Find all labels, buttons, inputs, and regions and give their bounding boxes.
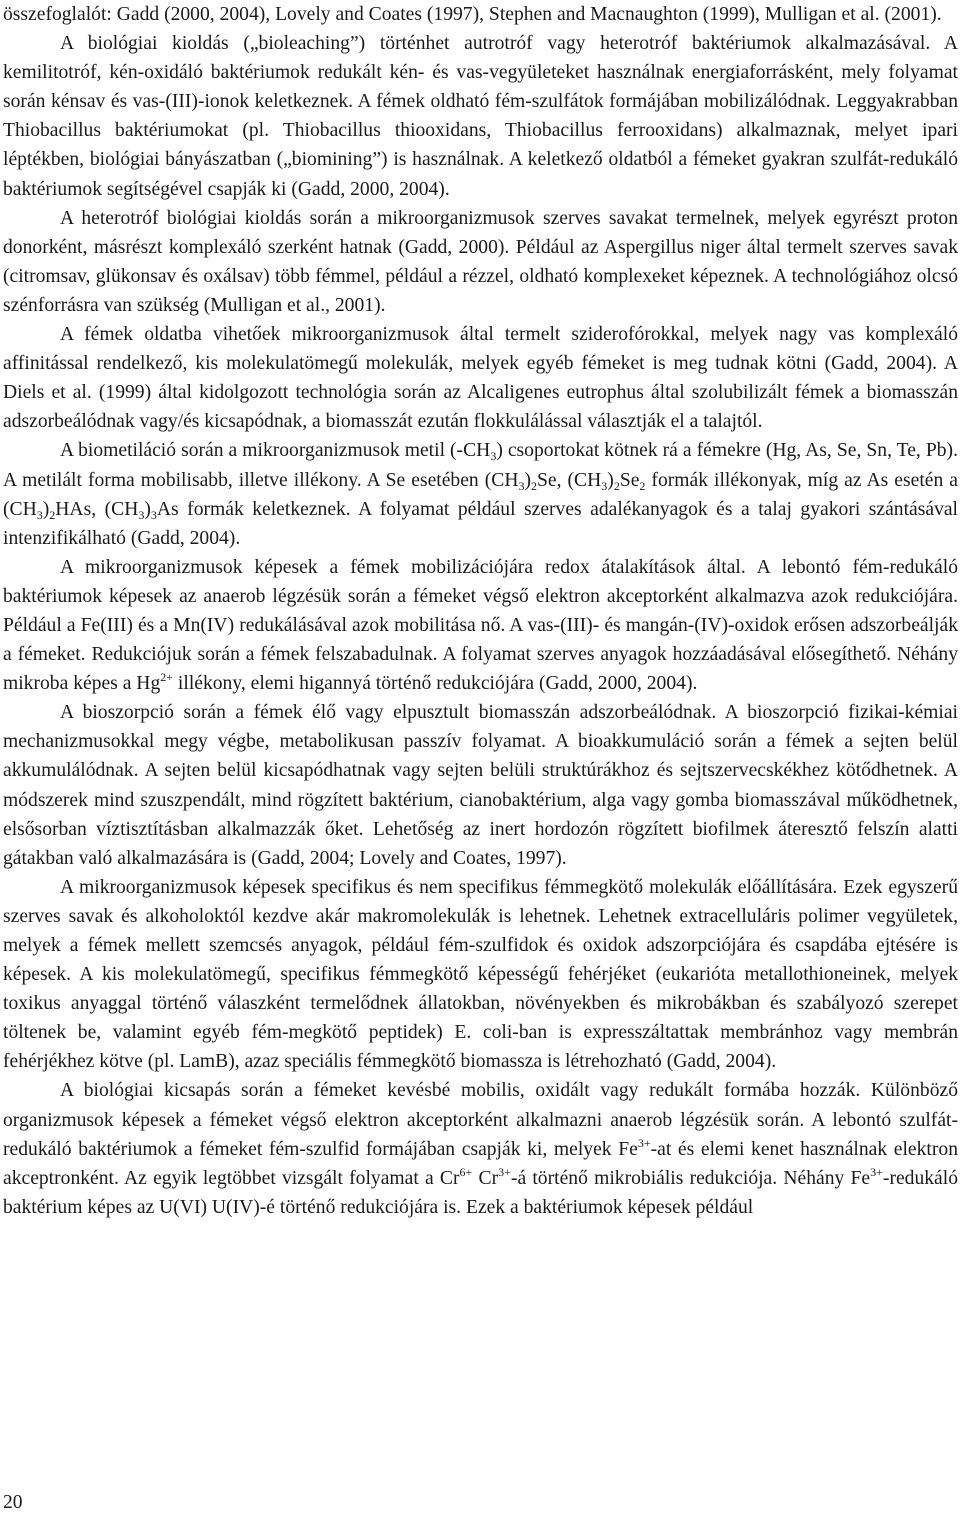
paragraph [3, 553, 958, 698]
text-run: -redukáló baktérium képes az U(VI) U(IV)-é történő redukciójára is. Ezek a baktériumok képesek például [3, 1167, 958, 1218]
text-run: As formák keletkeznek. A folyamat például szerves adalékanyagok és a talaj gyakori szántásával intenzifikálható (Gadd, 2004). [3, 498, 959, 549]
subscript: 3 [36, 507, 43, 522]
superscript: 3+ [637, 1135, 651, 1150]
text-run: A biológiai kioldás („bioleaching”) történhet autrotróf vagy heterotróf baktériumok alkalmazásával. A kemilitotróf, kén-oxidáló baktériumok redukált kén- és vas-vegyületeket használnak energiaforrásként, mely folyamat során kénsav és vas-(III)-ionok keletkeznek. A fémek oldható fém-szulfátok formájában mobilizálódnak. Leggyakrabban Thiobacillus baktériumokat (pl. Thiobacillus thiooxidans, Thiobacillus ferrooxidans) alkalmaznak, melyet ipari léptékben, biológiai bányászatban („biomining”) is használnak. A keletkező oldatból a fémeket gyakran szulfát-redukáló baktériumok segítségével csapják ki (Gadd, 2000, 2004). [3, 33, 958, 200]
text-run: A biometiláció során a mikroorganizmusok metil (-CH [60, 440, 491, 462]
subscript: 3 [601, 478, 608, 493]
text-run: A mikroorganizmusok képesek a fémek mobilizációjára redox átalakítások által. A lebontó fém-redukáló baktériumok képesek az anaerob légzésük során a fémeket végső elektron akceptorként alkalmazva azok redukciójára. Például a Fe(III) és a Mn(IV) redukálásával azok mobilitása nő. A vas-(III)- és mangán-(IV)-oxidok erősen adszorbeálják a fémeket. Redukciójuk során a fémek felszabadulnak. A folyamat szerves anyagok hozzáadásával elősegíthető. Néhány mikroba képes a Hg [3, 556, 958, 695]
paragraph [3, 29, 958, 204]
subscript: 3 [150, 507, 157, 522]
subscript: 3 [490, 449, 497, 464]
text-run: Se [619, 469, 640, 491]
text-run: ) [607, 469, 614, 491]
paragraph [3, 873, 958, 1077]
subscript: 3 [518, 478, 525, 493]
paragraph [3, 0, 958, 29]
document-page [3, 0, 958, 1222]
superscript: 3+ [498, 1164, 511, 1179]
subscript: 2 [639, 478, 646, 493]
text-run: HAs, (CH [55, 498, 139, 520]
paragraph [3, 698, 958, 873]
superscript: 3+ [870, 1164, 883, 1179]
text-run: ) [144, 498, 151, 520]
text-run: A biológiai kicsapás során a fémeket kevésbé mobilis, oxidált vagy redukált formába hozzák. Különböző organizmusok képesek a fémeket végső elektron akceptorként alkalmazni anaerob légzésük során. A lebontó szulfát-redukáló baktériumok a fémeket fém-szulfid formájában csapják ki, melyek Fe [3, 1080, 958, 1160]
paragraph [3, 436, 958, 552]
text-run: ) [42, 498, 50, 520]
subscript: 3 [138, 507, 145, 522]
subscript: 2 [49, 507, 56, 522]
text-run: -at és elemi kenet használnak elektron akceptronként. Az egyik legtöbbet vizsgált folyamat a Cr [3, 1138, 958, 1189]
superscript: 2+ [160, 670, 174, 685]
page-number: 20 [3, 1492, 23, 1513]
text-run: összefoglalót: Gadd (2000, 2004), Lovely and Coates (1997), Stephen and Macnaughton (1999), Mulligan et al. (2001). [3, 4, 942, 25]
text-run: ) [524, 469, 532, 491]
text-run: A bioszorpció során a fémek élő vagy elpusztult biomasszán adszorbeálódnak. A bioszorpció fizikai-kémiai mechanizmusokkal megy végbe, metabolikusan passzív folyamat. A bioakkumuláció során a fémek a sejten belül akkumulálódnak. A sejten belül kicsapódhatnak vagy sejten belüli struktúrákhoz és sejtszervecskékhez kötődhetnek. A módszerek mind szuszpendált, mind rögzített baktérium, cianobaktérium, alga vagy gomba biomasszával működhetnek, elsősorban víztisztításban alkalmazzák őket. Lehetőség az inert hordozón rögzített biofilmek áteresztő felszín alatti gátakban való alkalmazására is (Gadd, 2004; Lovely and Coates, 1997). [3, 702, 958, 869]
text-run: formák illékonyak, míg az As esetén a (CH [3, 469, 958, 520]
text-run: Se, (CH [537, 469, 602, 491]
paragraph [3, 1076, 958, 1221]
superscript: 6+ [459, 1164, 473, 1179]
text-run: -á történő mikrobiális redukciója. Néhány Fe [510, 1167, 871, 1189]
text-run: ) csoportokat kötnek rá a fémekre (Hg, As, Se, Sn, Te, Pb). A metilált forma mobilisabb, illetve illékony. A Se esetében (CH [3, 440, 958, 491]
text-run: A mikroorganizmusok képesek specifikus és nem specifikus fémmegkötő molekulák előállítására. Ezek egyszerű szerves savak és alkoholoktól kezdve akár makromolekulák is lehetnek. Lehetnek extracelluláris polimer vegyületek, melyek a fémek mellett szemcsés anyagok, például fém-szulfidok és oxidok adszorpciójára és csapdába ejtésére is képesek. A kis molekulatömegű, specifikus fémmegkötő képességű fehérjéket (eukarióta metallothioneinek, melyek toxikus anyaggal történő válaszként termelődnek állatokban, növényekben és mikrobákban és szabályozó szerepet töltenek be, valamint egyéb fém-megkötő peptidek) E. coli-ban is expresszáltattak membránhoz vagy membrán fehérjékhez kötve (pl. LamB), azaz speciális fémmegkötő biomassza is létrehozható (Gadd, 2004). [3, 876, 958, 1073]
text-run: illékony, elemi higannyá történő redukciójára (Gadd, 2000, 2004). [173, 673, 698, 695]
text-run: A heterotróf biológiai kioldás során a mikroorganizmusok szerves savakat termelnek, melyek egyrészt proton donorként, másrészt komplexáló szerként hatnak (Gadd, 2000). Például az Aspergillus niger által termelt szerves savak (citromsav, glükonsav és oxálsav) több fémmel, például a rézzel, oldható komplexeket képeznek. A technológiához olcsó szénforrásra van szükség (Mulligan et al., 2001). [3, 207, 958, 316]
subscript: 2 [531, 478, 538, 493]
text-run: A fémek oldatba vihetőek mikroorganizmusok által termelt sziderofórokkal, melyek nagy vas komplexáló affinitással rendelkező, kis molekulatömegű molekulák, melyek egyéb fémeket is meg tudnak kötni (Gadd, 2004). A Diels et al. (1999) által kidolgozott technológia során az Alcaligenes eutrophus által szolubilizált fémek a biomasszán adszorbeálódnak vagy/és kicsapódnak, a biomasszát ezután flokkulálással választják el a talajtól. [3, 324, 958, 433]
paragraph [3, 204, 958, 320]
paragraph [3, 320, 958, 436]
text-run: Cr [472, 1167, 499, 1189]
subscript: 2 [613, 478, 620, 493]
